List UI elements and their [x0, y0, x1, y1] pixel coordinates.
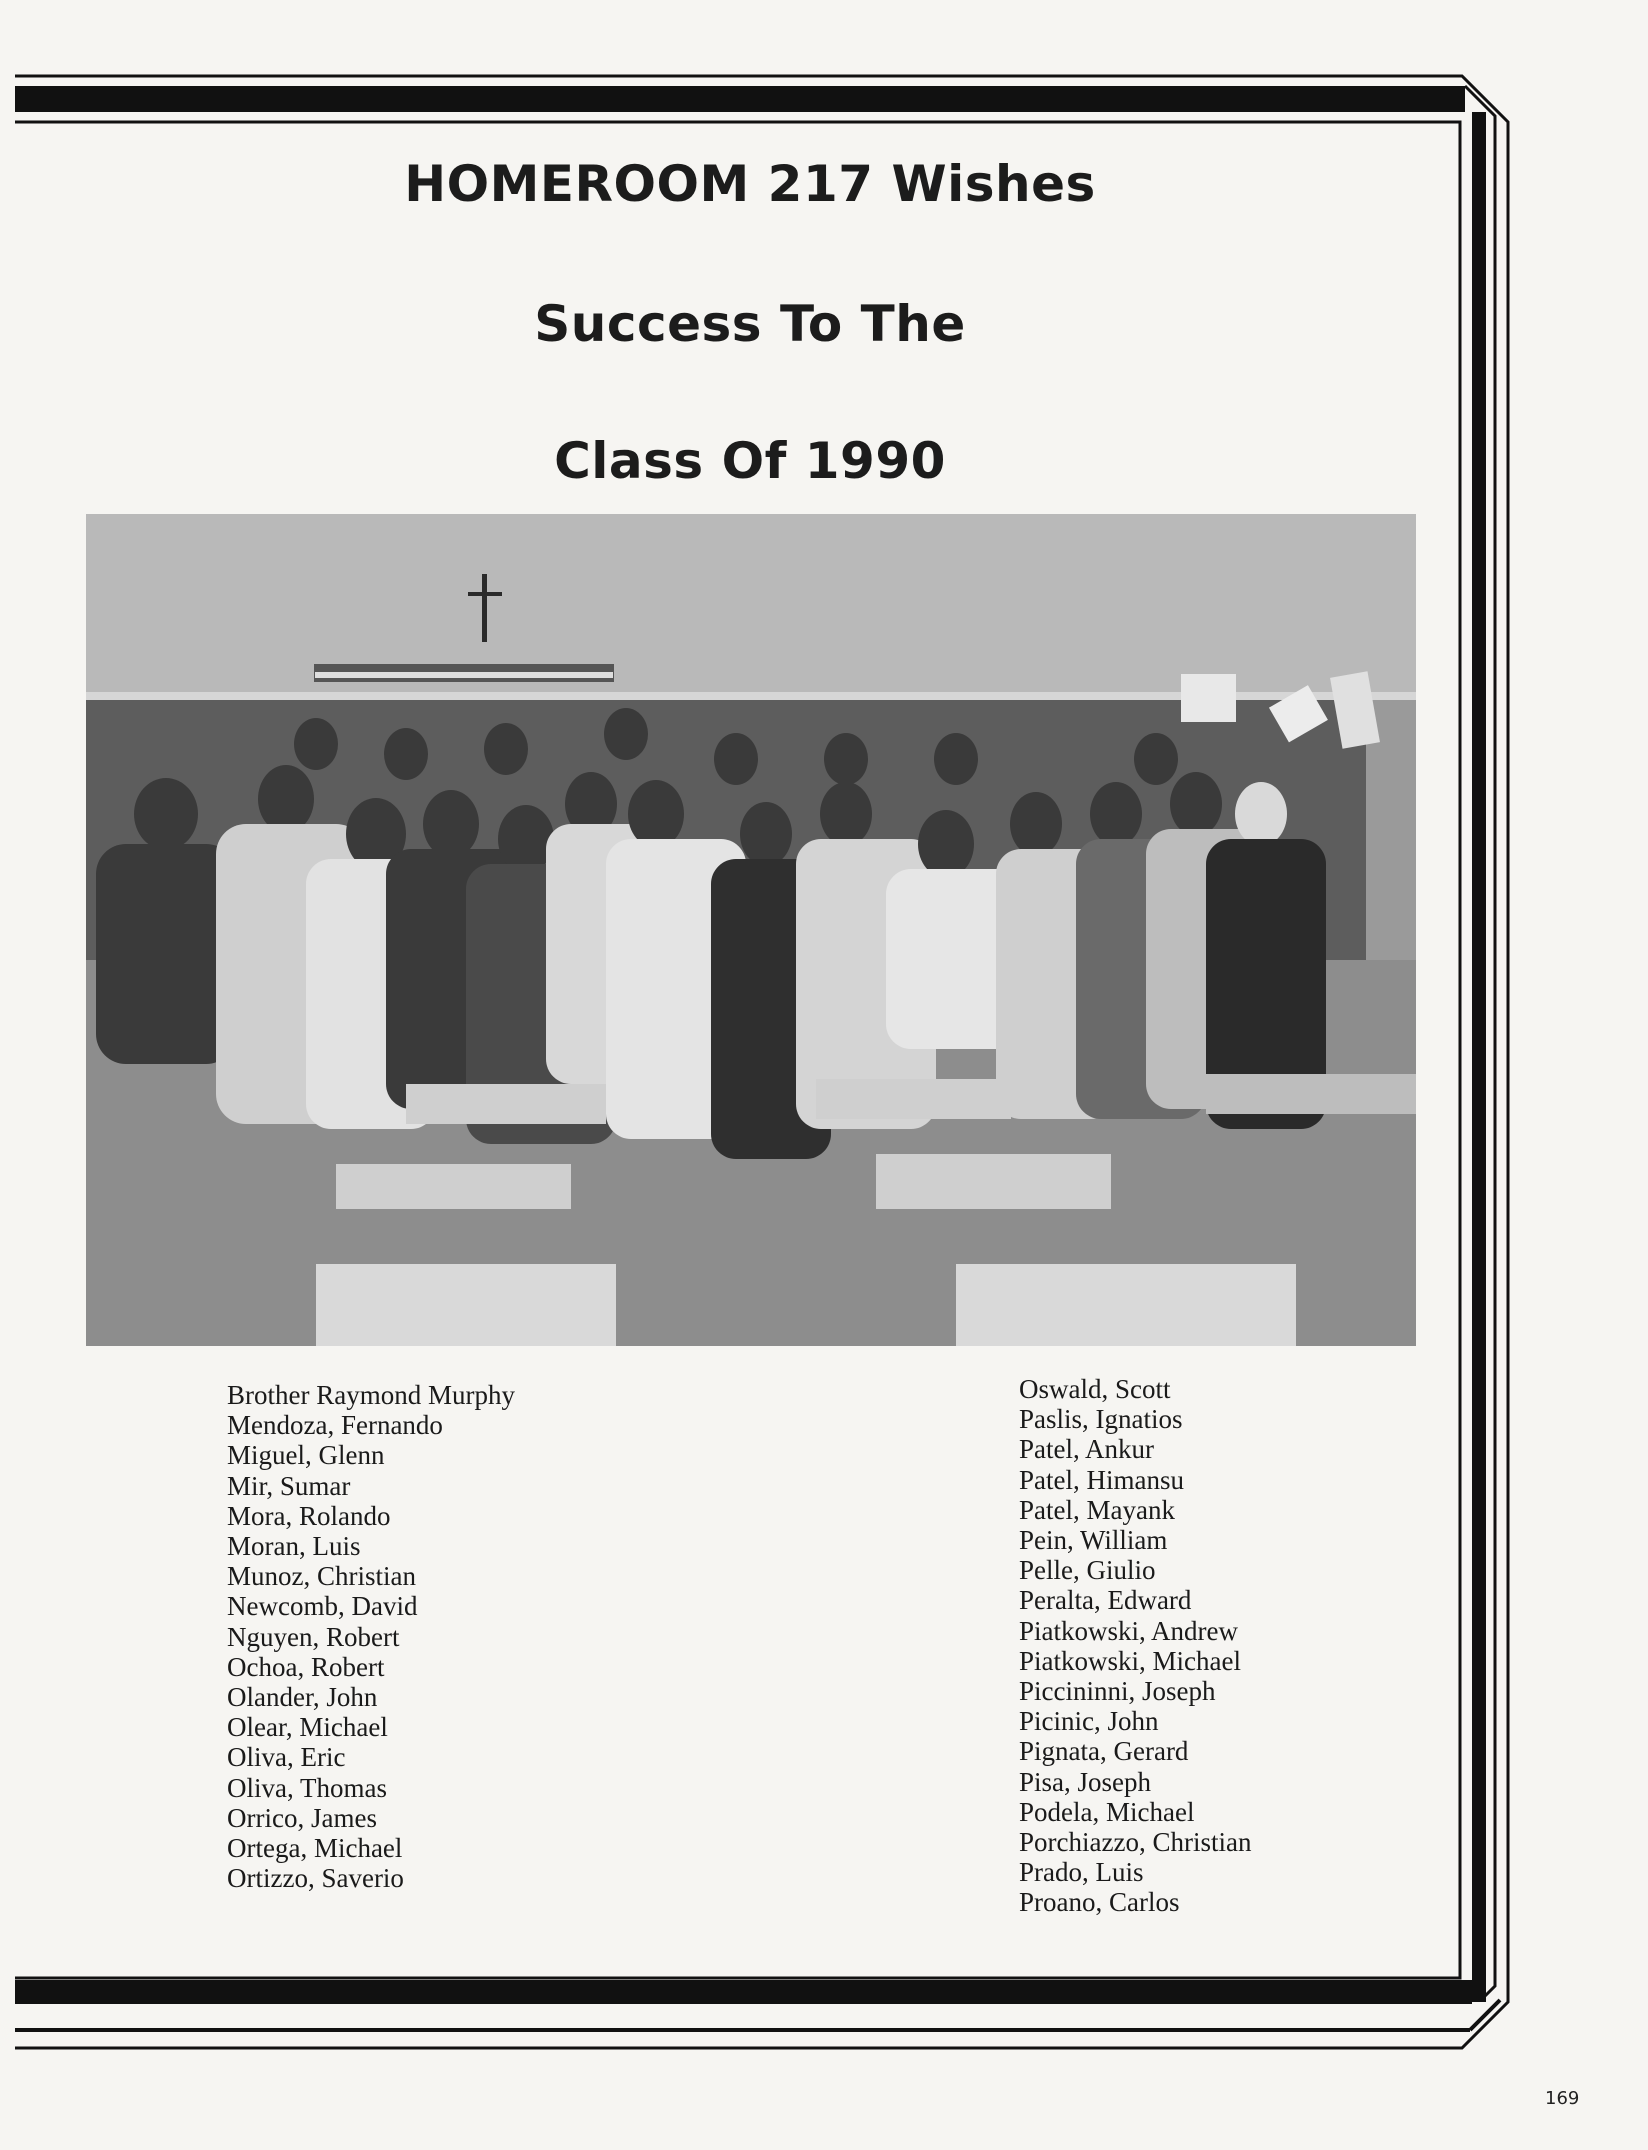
roster-name: Patel, Himansu	[1019, 1464, 1184, 1495]
roster-name: Paslis, Ignatios	[1019, 1404, 1183, 1435]
roster-name: Newcomb, David	[227, 1591, 418, 1622]
roster-name: Oliva, Eric	[227, 1742, 346, 1773]
page-number: 169	[1545, 2088, 1580, 2109]
roster-name: Mora, Rolando	[227, 1500, 391, 1531]
roster-name: Munoz, Christian	[227, 1561, 416, 1592]
roster-name: Prado, Luis	[1019, 1857, 1144, 1888]
roster-name: Ortizzo, Saverio	[227, 1863, 404, 1894]
roster-name: Ortega, Michael	[227, 1833, 403, 1864]
roster-name: Olear, Michael	[227, 1712, 388, 1743]
roster-name: Proano, Carlos	[1019, 1887, 1180, 1918]
roster-name: Oliva, Thomas	[227, 1772, 387, 1803]
roster-name: Pelle, Giulio	[1019, 1555, 1156, 1586]
roster-name: Mir, Sumar	[227, 1470, 351, 1501]
roster-name: Porchiazzo, Christian	[1019, 1827, 1252, 1858]
roster-name: Nguyen, Robert	[227, 1621, 400, 1652]
roster-name: Piatkowski, Andrew	[1019, 1615, 1238, 1646]
roster-right-column	[1019, 1374, 1251, 1918]
roster-name: Picinic, John	[1019, 1706, 1159, 1737]
roster-name: Piatkowski, Michael	[1019, 1645, 1241, 1676]
roster-name: Patel, Ankur	[1019, 1434, 1154, 1465]
roster-left-column	[227, 1380, 515, 1893]
roster-name: Moran, Luis	[227, 1531, 361, 1562]
roster-name: Brother Raymond Murphy	[227, 1380, 515, 1410]
roster-name: Mendoza, Fernando	[227, 1410, 443, 1441]
roster-name: Pignata, Gerard	[1019, 1736, 1189, 1767]
title-line-3: Class Of 1990	[554, 432, 946, 490]
roster-name: Podela, Michael	[1019, 1796, 1195, 1827]
roster-name: Pisa, Joseph	[1019, 1766, 1152, 1797]
title-line-2: Success To The	[534, 295, 966, 353]
roster-name: Ochoa, Robert	[227, 1651, 385, 1682]
roster-name: Orrico, James	[227, 1802, 377, 1833]
roster-name: Miguel, Glenn	[227, 1440, 385, 1471]
roster-name: Patel, Mayank	[1019, 1494, 1175, 1525]
roster-name: Pein, William	[1019, 1525, 1168, 1556]
roster-name: Olander, John	[227, 1682, 378, 1713]
title-line-1: HOMEROOM 217 Wishes	[404, 155, 1096, 213]
roster-name: Oswald, Scott	[1019, 1374, 1171, 1404]
roster-name: Piccininni, Joseph	[1019, 1676, 1216, 1707]
roster-name: Peralta, Edward	[1019, 1585, 1192, 1616]
class-group-photo	[86, 514, 1416, 1346]
